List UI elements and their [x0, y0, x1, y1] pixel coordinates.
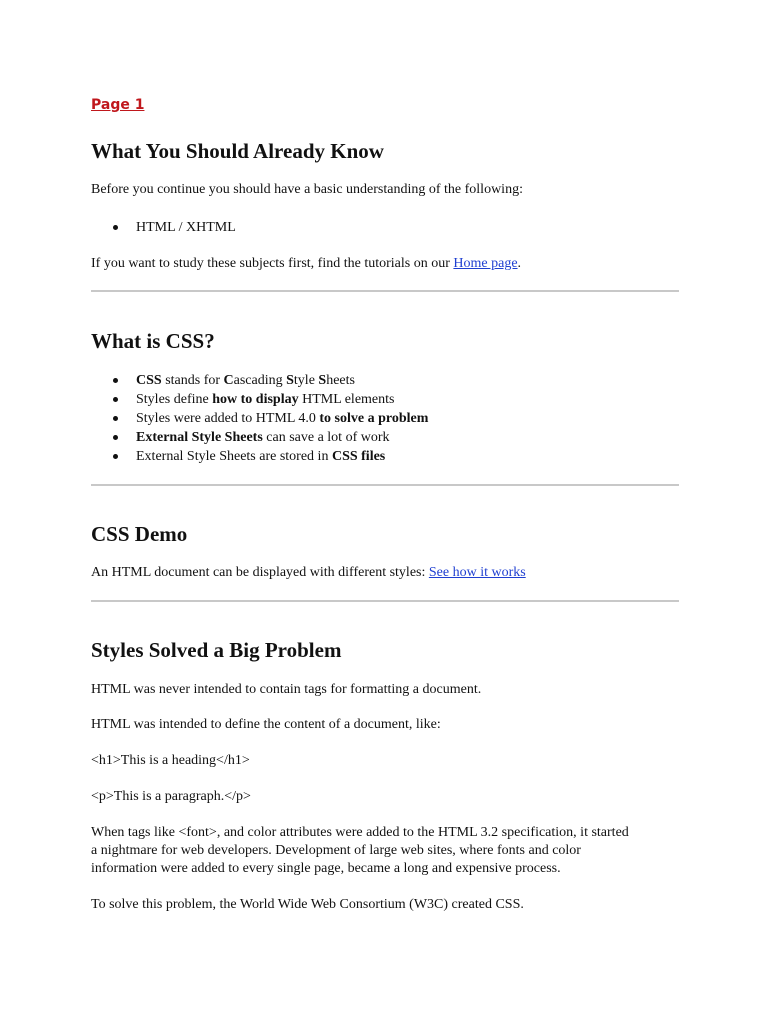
paragraph-5-line-3: information were added to every single page, became a long and expensive process. [91, 861, 561, 876]
divider [91, 600, 679, 602]
see-how-it-works-link[interactable]: See how it works [428, 565, 526, 580]
study-text: If you want to study these subjects first, find the tutorials on our Home page. [91, 256, 522, 271]
paragraph-5-line-2: a nightmare for web developers. Development of large web sites, where fonts and color [91, 843, 581, 858]
code-heading-example: <h1>This is a heading</h1> [91, 753, 250, 768]
bullet-icon [113, 225, 118, 230]
home-page-link[interactable]: Home page [453, 256, 518, 271]
list-item: Styles define how to display HTML elements [91, 390, 428, 409]
bullet-icon [113, 435, 118, 440]
list-item: External Style Sheets are stored in CSS files [91, 447, 428, 466]
heading-css-demo: CSS Demo [91, 522, 188, 546]
prereq-list [91, 218, 236, 237]
css-facts-list [91, 371, 428, 466]
divider [91, 290, 679, 292]
bullet-icon [113, 378, 118, 383]
heading-what-is-css: What is CSS? [91, 329, 215, 353]
divider [91, 484, 679, 486]
paragraph-5-line-1: When tags like <font>, and color attributes were added to the HTML 3.2 specification, it started [91, 825, 629, 840]
bullet-icon [113, 454, 118, 459]
code-paragraph-example: <p>This is a paragraph.</p> [91, 789, 251, 804]
page-label: Page 1 [91, 97, 145, 113]
bullet-icon [113, 397, 118, 402]
list-item: CSS stands for Cascading Style Sheets [91, 371, 428, 390]
paragraph-2: HTML was intended to define the content of a document, like: [91, 717, 441, 732]
list-item: HTML / XHTML [91, 218, 236, 237]
heading-what-you-should-know: What You Should Already Know [91, 139, 384, 163]
heading-styles-solved: Styles Solved a Big Problem [91, 638, 342, 662]
paragraph-6: To solve this problem, the World Wide Web Consortium (W3C) created CSS. [91, 897, 524, 912]
paragraph-1: HTML was never intended to contain tags for formatting a document. [91, 682, 482, 697]
intro-text: Before you continue you should have a basic understanding of the following: [91, 182, 523, 197]
demo-text: An HTML document can be displayed with different styles: See how it works [91, 565, 526, 580]
list-item: Styles were added to HTML 4.0 to solve a problem [91, 409, 428, 428]
list-item: External Style Sheets can save a lot of work [91, 428, 428, 447]
bullet-icon [113, 416, 118, 421]
